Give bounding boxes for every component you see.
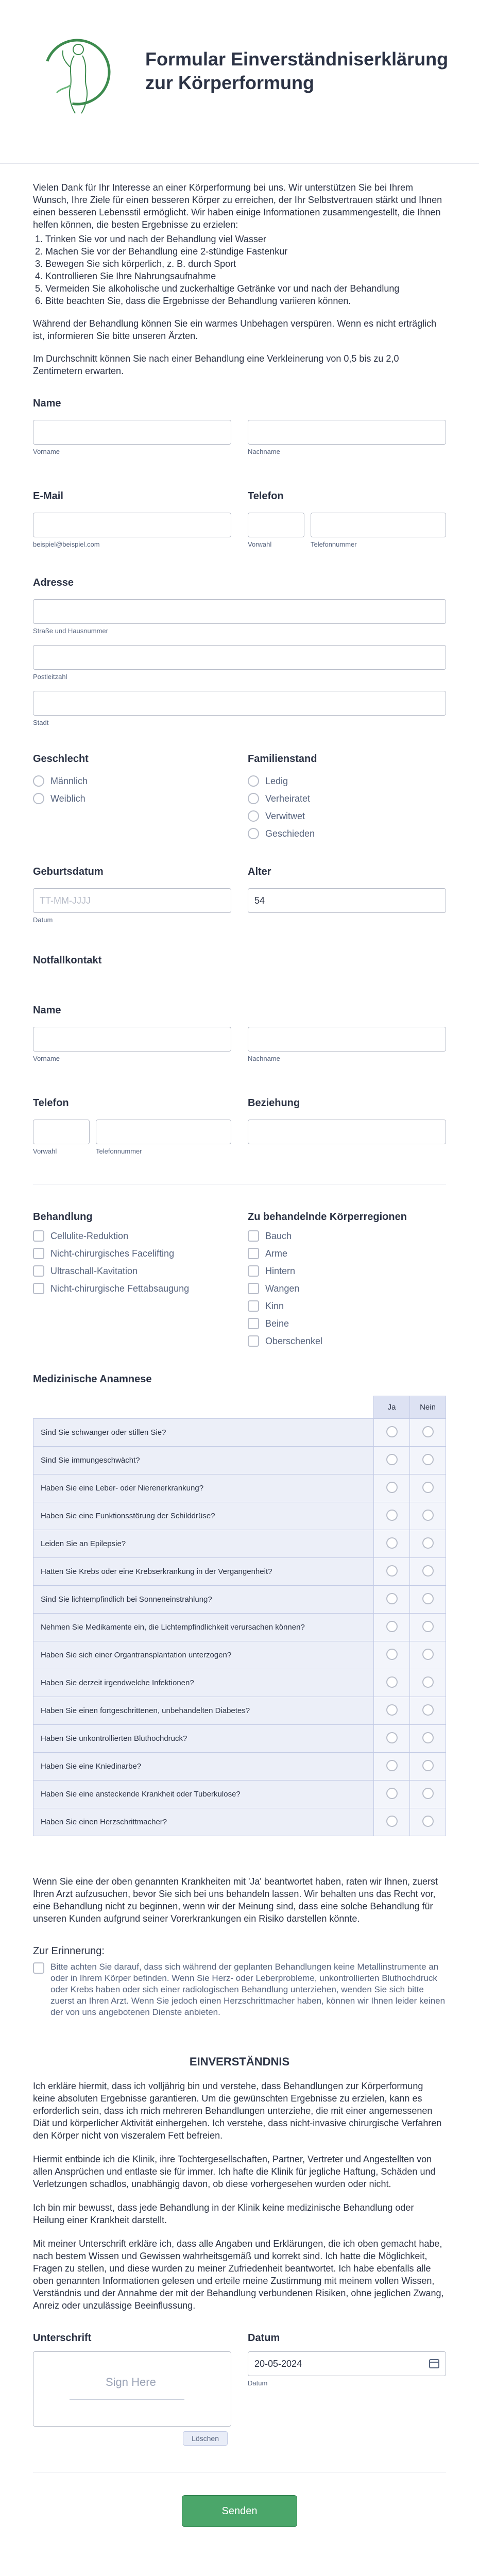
answer-yes-cell[interactable]	[374, 1614, 410, 1641]
email-sublabel: beispiel@beispiel.com	[33, 540, 100, 548]
submit-area	[33, 2472, 446, 2527]
date-sublabel: Datum	[248, 2379, 268, 2387]
radio-icon[interactable]	[386, 1510, 398, 1521]
radio-icon[interactable]	[422, 1454, 434, 1465]
signature-line	[70, 2399, 184, 2400]
checkbox-icon[interactable]	[248, 1265, 259, 1277]
answer-yes-cell[interactable]	[374, 1530, 410, 1558]
emergency-name-label: Name	[33, 1005, 61, 1016]
email-label: E-Mail	[33, 490, 63, 502]
table-row	[33, 1558, 446, 1586]
radio-icon[interactable]	[422, 1482, 434, 1493]
street-sublabel: Straße und Hausnummer	[33, 627, 108, 635]
marital-option[interactable]: Ledig	[248, 775, 446, 787]
radio-icon[interactable]	[386, 1593, 398, 1604]
treatment-section	[33, 1211, 446, 1353]
list-item: 4. Kontrollieren Sie Ihre Nahrungsaufnahme	[45, 270, 446, 282]
table-row	[33, 1669, 446, 1697]
radio-icon[interactable]	[422, 1510, 434, 1521]
question-cell: Haben Sie einen Herzschrittmacher?	[33, 1808, 374, 1836]
region-option[interactable]: Kinn	[248, 1300, 446, 1312]
date-value: 20-05-2024	[254, 2358, 302, 2369]
checkbox-icon[interactable]	[248, 1335, 259, 1347]
question-cell: Sind Sie schwanger oder stillen Sie?	[33, 1419, 374, 1447]
radio-icon[interactable]	[422, 1593, 434, 1604]
answer-no-cell[interactable]	[410, 1586, 446, 1614]
signature-hint: Sign Here	[106, 2376, 156, 2388]
table-row	[33, 1781, 446, 1808]
emergency-phone-number-input[interactable]	[96, 1120, 231, 1144]
birth-age-section	[33, 866, 446, 924]
last-name-input[interactable]	[248, 420, 446, 445]
phone-label: Telefon	[248, 490, 284, 502]
warning-section	[33, 1875, 446, 1925]
answer-no-cell[interactable]	[410, 1558, 446, 1586]
street-input[interactable]	[33, 599, 446, 624]
consent-paragraph: Ich erkläre hiermit, dass ich volljährig bin und verstehe, dass Behandlungen zur Körperformung keine absoluten Ergebnisse garantieren. Um die gewünschten Ergebnisse zu erzielen, kann es erforderlich sein, dass ich mich mehreren Behandlungen unterziehe, die mit einer angemessenen Diät und körperlicher Aktivität einhergehen. Ich verstehe, dass nicht-invasive chirurgische Verfahren den Körper nicht von viszeralem Fett befreien.	[33, 2081, 442, 2141]
answer-yes-cell[interactable]	[374, 1781, 410, 1808]
signature-label: Unterschrift	[33, 2332, 92, 2344]
answer-yes-cell[interactable]	[374, 1502, 410, 1530]
radio-icon[interactable]	[386, 1565, 398, 1577]
region-option[interactable]: Wangen	[248, 1283, 446, 1294]
radio-icon[interactable]	[422, 1760, 434, 1771]
radio-icon[interactable]	[422, 1676, 434, 1688]
col-yes-header: Ja	[374, 1396, 410, 1419]
emergency-last-sublabel: Nachname	[248, 1055, 280, 1062]
answer-no-cell[interactable]	[410, 1753, 446, 1781]
marital-label: Familienstand	[248, 753, 317, 765]
answer-yes-cell[interactable]	[374, 1697, 410, 1725]
date-input[interactable]	[248, 2351, 446, 2376]
address-section	[33, 577, 446, 726]
consent-paragraph: Mit meiner Unterschrift erkläre ich, dass alle Angaben und Erklärungen, die ich oben gemacht habe, nach bestem Wissen und Gewissen wahrheitsgemäß und korrekt sind. Ich hatte die Möglichkeit, Fragen zu stellen, und diese wurden zu meiner Zufriedenheit beantwortet. Ich habe ebenfalls alle oben genannten Informationen gelesen und erteile meine Zustimmung mit meinem vollen Wissen, Verständnis und der Annahme der mit der Behandlung verbundenen Risiken, ohne jeglichen Zwang, Anreiz oder unzulässige Beeinflussung.	[33, 2239, 444, 2311]
reminder-section	[33, 1945, 446, 2018]
question-cell: Haben Sie eine Funktionsstörung der Schilddrüse?	[33, 1502, 374, 1530]
question-cell: Haben Sie unkontrollierten Bluthochdruck?	[33, 1725, 374, 1753]
treatment-label: Behandlung	[33, 1211, 93, 1223]
tips-list	[45, 233, 446, 307]
table-row	[33, 1586, 446, 1614]
birth-sublabel: Datum	[33, 916, 53, 924]
warning-text: Wenn Sie eine der oben genannten Krankheiten mit 'Ja' beantwortet haben, raten wir Ihnen, zuerst Ihren Arzt aufzusuchen, bevor Sie sich bei uns behandeln lassen. Wir behalten uns das Recht vor, eine Behandlung nicht zu beginnen, wenn wir der Meinung sind, dass eine solche Behandlung für unseren Kunden aufgrund seiner Vorerkrankungen ein Risiko darstellen könnte.	[33, 1876, 438, 1924]
question-cell: Haben Sie eine ansteckende Krankheit oder Tuberkulose?	[33, 1781, 374, 1808]
anamnesis-section	[33, 1374, 446, 1836]
consent-heading: EINVERSTÄNDNIS	[189, 2055, 290, 2068]
answer-no-cell[interactable]	[410, 1725, 446, 1753]
treatment-option[interactable]: Ultraschall-Kavitation	[33, 1265, 231, 1277]
answer-yes-cell[interactable]	[374, 1641, 410, 1669]
form-header	[0, 0, 479, 164]
intro-paragraph: Vielen Dank für Ihr Interesse an einer Körperformung bei uns. Wir unterstützen Sie bei Ihrem Wunsch, Ihre Ziele für einen besseren Körper zu erreichen, der Ihr Selbstvertrauen stärkt und Ihnen einen besseren Lebensstil ermöglicht. Wir haben einige Informationen zusammengestellt, die Ihnen helfen können, die besten Ergebnisse zu erzielen:	[33, 182, 442, 230]
treatment-option[interactable]: Nicht-chirurgisches Facelifting	[33, 1248, 231, 1259]
answer-yes-cell[interactable]	[374, 1586, 410, 1614]
table-row	[33, 1419, 446, 1447]
table-row	[33, 1475, 446, 1502]
age-input[interactable]: 54	[248, 888, 446, 913]
answer-yes-cell[interactable]	[374, 1753, 410, 1781]
table-row	[33, 1641, 446, 1669]
birthdate-input[interactable]: TT-MM-JJJJ	[33, 888, 231, 913]
emergency-section	[33, 955, 446, 1155]
emergency-area-code-input[interactable]	[33, 1120, 90, 1144]
radio-icon[interactable]	[248, 810, 259, 822]
radio-icon[interactable]	[386, 1482, 398, 1493]
answer-yes-cell[interactable]	[374, 1558, 410, 1586]
signature-date-section	[33, 2332, 446, 2443]
radio-icon[interactable]	[422, 1426, 434, 1437]
radio-icon[interactable]	[248, 828, 259, 839]
answer-yes-cell[interactable]	[374, 1808, 410, 1836]
body-logo-icon	[41, 31, 113, 118]
table-row	[33, 1725, 446, 1753]
answer-no-cell[interactable]	[410, 1530, 446, 1558]
checkbox-icon[interactable]	[248, 1318, 259, 1329]
gender-option[interactable]: Männlich	[33, 775, 231, 787]
radio-icon[interactable]	[33, 775, 44, 787]
checkbox-icon[interactable]	[248, 1248, 259, 1259]
question-cell: Sind Sie immungeschwächt?	[33, 1447, 374, 1475]
checkbox-icon[interactable]	[248, 1230, 259, 1242]
reminder-option[interactable]: Bitte achten Sie darauf, dass sich während der geplanten Behandlungen keine Metallinstrumente an oder in Ihrem Körper befinden. Wenn Sie Herz- oder Leberprobleme, unkontrollierten Bluthochdruck oder Krebs haben oder sich einer radiologischen Behandlung unterziehen, wenden Sie sich bitte zuerst an Ihren Arzt. Wenn Sie jedoch einen Herzschrittmacher haben, können wir Ihnen leider keinen der von uns angebotenen Dienste anbieten.	[33, 1961, 446, 2018]
table-corner	[33, 1396, 374, 1419]
list-item: 3. Bewegen Sie sich körperlich, z. B. durch Sport	[45, 258, 446, 270]
zip-input[interactable]	[33, 645, 446, 670]
radio-icon[interactable]	[386, 1760, 398, 1771]
answer-yes-cell[interactable]	[374, 1475, 410, 1502]
table-row	[33, 1808, 446, 1836]
first-name-sublabel: Vorname	[33, 448, 60, 455]
table-row	[33, 1530, 446, 1558]
name-section	[33, 398, 446, 455]
list-item: 2. Machen Sie vor der Behandlung eine 2-stündige Fastenkur	[45, 245, 446, 258]
calendar-icon[interactable]	[429, 2359, 439, 2368]
question-cell: Sind Sie lichtempfindlich bei Sonneneinstrahlung?	[33, 1586, 374, 1614]
birth-label: Geburtsdatum	[33, 866, 104, 877]
regions-label: Zu behandelnde Körperregionen	[248, 1211, 407, 1223]
city-input[interactable]	[33, 691, 446, 716]
radio-icon[interactable]	[422, 1565, 434, 1577]
question-cell: Nehmen Sie Medikamente ein, die Lichtempfindlichkeit verursachen können?	[33, 1614, 374, 1641]
checkbox-icon[interactable]	[33, 1962, 44, 1974]
radio-icon[interactable]	[386, 1454, 398, 1465]
radio-icon[interactable]	[386, 1816, 398, 1827]
answer-no-cell[interactable]	[410, 1475, 446, 1502]
answer-yes-cell[interactable]	[374, 1447, 410, 1475]
checkbox-icon[interactable]	[248, 1300, 259, 1312]
region-option[interactable]: Bauch	[248, 1230, 446, 1242]
consent-paragraph: Hiermit entbinde ich die Klinik, ihre Tochtergesellschaften, Partner, Vertreter und Angestellten von allen Ansprüchen und entlaste sie für immer. Ich hafte die Klinik für jegliche Haftung, Schäden und Verletzungen schadlos, unabhängig davon, ob diese vorhergesehen wurden oder nicht.	[33, 2154, 436, 2189]
radio-icon[interactable]	[422, 1649, 434, 1660]
treatment-option[interactable]: Nicht-chirurgische Fettabsaugung	[33, 1283, 231, 1294]
emergency-first-name-input[interactable]	[33, 1027, 231, 1052]
answer-yes-cell[interactable]	[374, 1669, 410, 1697]
table-row	[33, 1614, 446, 1641]
phone-number-input[interactable]	[311, 513, 446, 537]
region-option[interactable]: Beine	[248, 1318, 446, 1329]
answer-no-cell[interactable]	[410, 1808, 446, 1836]
checkbox-icon[interactable]	[248, 1283, 259, 1294]
radio-icon[interactable]	[422, 1621, 434, 1632]
question-cell: Haben Sie einen fortgeschrittenen, unbehandelten Diabetes?	[33, 1697, 374, 1725]
reminder-label: Zur Erinnerung:	[33, 1945, 105, 1957]
radio-icon[interactable]	[386, 1676, 398, 1688]
last-name-sublabel: Nachname	[248, 448, 280, 455]
intro-paragraph: Während der Behandlung können Sie ein warmes Unbehagen verspüren. Wenn es nicht erträglich ist, informieren Sie bitte unseren Ärzten.	[33, 318, 437, 341]
consent-section	[33, 2055, 446, 2312]
intro-text	[33, 181, 446, 377]
marital-option[interactable]: Verheiratet	[248, 793, 446, 804]
checkbox-icon[interactable]	[33, 1230, 44, 1242]
emergency-last-name-input[interactable]	[248, 1027, 446, 1052]
area-code-input[interactable]	[248, 513, 304, 537]
checkbox-icon[interactable]	[33, 1283, 44, 1294]
personal-section	[33, 753, 446, 845]
radio-icon[interactable]	[386, 1788, 398, 1799]
region-option[interactable]: Oberschenkel	[248, 1335, 446, 1347]
radio-icon[interactable]	[248, 793, 259, 804]
table-row	[33, 1447, 446, 1475]
radio-icon[interactable]	[386, 1649, 398, 1660]
relation-label: Beziehung	[248, 1097, 300, 1109]
question-cell: Leiden Sie an Epilepsie?	[33, 1530, 374, 1558]
answer-no-cell[interactable]	[410, 1447, 446, 1475]
emergency-heading: Notfallkontakt	[33, 955, 102, 966]
first-name-input[interactable]	[33, 420, 231, 445]
radio-icon[interactable]	[422, 1816, 434, 1827]
emergency-area-sublabel: Vorwahl	[33, 1147, 57, 1155]
radio-icon[interactable]	[386, 1426, 398, 1437]
anamnesis-label: Medizinische Anamnese	[33, 1374, 152, 1385]
checkbox-icon[interactable]	[33, 1248, 44, 1259]
col-no-header: Nein	[410, 1396, 446, 1419]
radio-icon[interactable]	[386, 1704, 398, 1716]
question-cell: Haben Sie derzeit irgendwelche Infektionen?	[33, 1669, 374, 1697]
region-option[interactable]: Arme	[248, 1248, 446, 1259]
contact-section	[33, 490, 446, 548]
submit-button[interactable]: Senden	[182, 2495, 297, 2527]
age-label: Alter	[248, 866, 271, 877]
radio-icon[interactable]	[422, 1732, 434, 1743]
marital-option[interactable]: Verwitwet	[248, 810, 446, 822]
answer-no-cell[interactable]	[410, 1614, 446, 1641]
radio-icon[interactable]	[422, 1788, 434, 1799]
list-item: 6. Bitte beachten Sie, dass die Ergebnisse der Behandlung variieren können.	[45, 295, 446, 307]
answer-yes-cell[interactable]	[374, 1725, 410, 1753]
treatment-option[interactable]: Cellulite-Reduktion	[33, 1230, 231, 1242]
city-sublabel: Stadt	[33, 719, 49, 726]
email-input[interactable]	[33, 513, 231, 537]
intro-paragraph: Im Durchschnitt können Sie nach einer Behandlung eine Verkleinerung von 0,5 bis zu 2,0 Zentimetern erwarten.	[33, 353, 399, 376]
emergency-first-sublabel: Vorname	[33, 1055, 60, 1062]
gender-option[interactable]: Weiblich	[33, 793, 231, 804]
radio-icon[interactable]	[386, 1732, 398, 1743]
answer-no-cell[interactable]	[410, 1697, 446, 1725]
anamnesis-table	[33, 1396, 446, 1836]
address-label: Adresse	[33, 577, 74, 588]
answer-yes-cell[interactable]	[374, 1419, 410, 1447]
emergency-number-sublabel: Telefonnummer	[96, 1147, 142, 1155]
question-cell: Haben Sie eine Kniedinarbe?	[33, 1753, 374, 1781]
table-row	[33, 1753, 446, 1781]
question-cell: Haben Sie eine Leber- oder Nierenerkrankung?	[33, 1475, 374, 1502]
clear-signature-button[interactable]: Löschen	[183, 2431, 228, 2446]
region-option[interactable]: Hintern	[248, 1265, 446, 1277]
zip-sublabel: Postleitzahl	[33, 673, 67, 681]
question-cell: Hatten Sie Krebs oder eine Krebserkrankung in der Vergangenheit?	[33, 1558, 374, 1586]
radio-icon[interactable]	[386, 1621, 398, 1632]
answer-no-cell[interactable]	[410, 1419, 446, 1447]
table-row	[33, 1502, 446, 1530]
list-item: 1. Trinken Sie vor und nach der Behandlung viel Wasser	[45, 233, 446, 245]
relation-input[interactable]	[248, 1120, 446, 1144]
phone-number-sublabel: Telefonnummer	[311, 540, 357, 548]
list-item: 5. Vermeiden Sie alkoholische und zuckerhaltige Getränke vor und nach der Behandlung	[45, 282, 446, 295]
radio-icon[interactable]	[33, 793, 44, 804]
date-label: Datum	[248, 2332, 280, 2344]
name-label: Name	[33, 398, 61, 409]
answer-no-cell[interactable]	[410, 1669, 446, 1697]
table-row	[33, 1697, 446, 1725]
page-title: Formular Einverständniserklärung zur Körperformung	[145, 48, 449, 93]
consent-paragraph: Ich bin mir bewusst, dass jede Behandlung in der Klinik keine medizinische Behandlung oder Heilung einer Krankheit darstellt.	[33, 2202, 414, 2225]
radio-icon[interactable]	[386, 1537, 398, 1549]
answer-no-cell[interactable]	[410, 1641, 446, 1669]
radio-icon[interactable]	[422, 1537, 434, 1549]
radio-icon[interactable]	[422, 1704, 434, 1716]
answer-no-cell[interactable]	[410, 1502, 446, 1530]
gender-label: Geschlecht	[33, 753, 89, 765]
signature-pad[interactable]	[33, 2351, 231, 2443]
marital-option[interactable]: Geschieden	[248, 828, 446, 839]
answer-no-cell[interactable]	[410, 1781, 446, 1808]
area-code-sublabel: Vorwahl	[248, 540, 272, 548]
radio-icon[interactable]	[248, 775, 259, 787]
emergency-phone-label: Telefon	[33, 1097, 69, 1109]
checkbox-icon[interactable]	[33, 1265, 44, 1277]
question-cell: Haben Sie sich einer Organtransplantation unterzogen?	[33, 1641, 374, 1669]
